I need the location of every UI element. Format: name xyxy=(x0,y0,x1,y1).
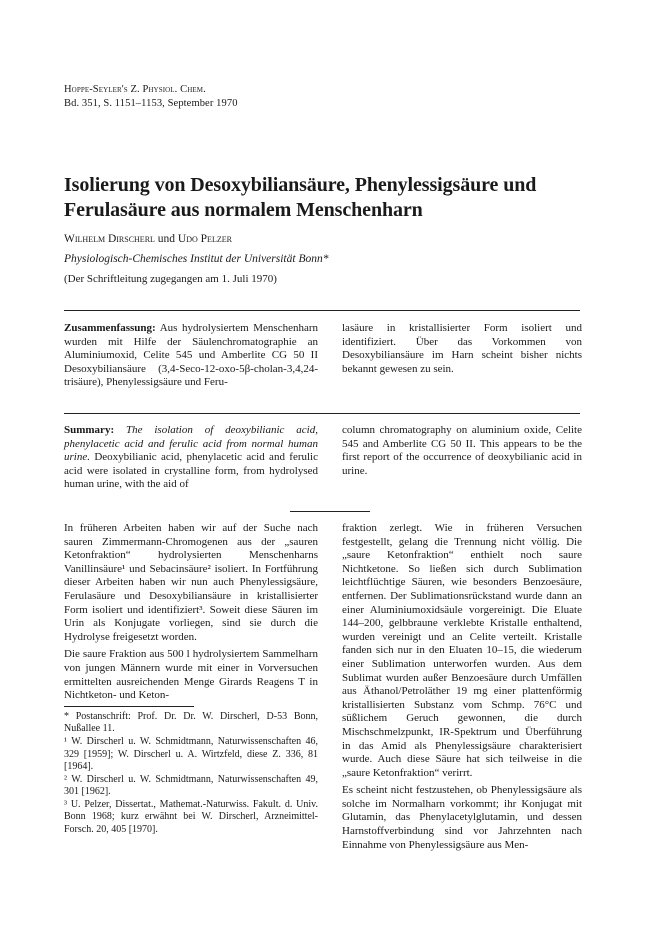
short-divider xyxy=(290,511,370,512)
body-right-paragraph-1: fraktion zerlegt. Wie in früheren Versuchen festgestellt, gelang die Trennung nicht völlig. Die „saure Ketonfraktion“ enthielt noch saure Nichtketone. So ließen sich durch Sublimation leichtflüchtige Säuren, wie besonders Benzoesäure, entfernen. Der Sublimationsrückstand wurde dann an einer Aluminiumoxidsäule vorgereinigt. Die Eluate 144–200, gelbbraune verklebte Kristalle enthaltend, wurden vereinigt und an Celite verteilt. Kristalle fanden sich nur in den Eluaten 10–15, die wiederum einer Sublimation unterworfen wurden. Aus dem Sublimat wurden außer Benzoesäure durch Umfällen aus Äthanol/Petroläther 19 mg einer plattenförmig kristallisierten Substanz vom Schmp. 76°C und süßlichem Geruch gewonnen, die durch Mischschmelzpunkt, IR-Spektrum und Überführung in das Amid als Phenylessigsäure charakterisiert wurde. Auch diese Säure hat sich teilweise in die „saure Ketonfraktion“ verirrt. xyxy=(342,522,582,779)
zusammenfassung-left xyxy=(64,322,318,390)
summary-text-right: column chromatography on aluminium oxide, Celite 545 and Amberlite CG 50 II. This appears to be the first report of the occurrence of deoxybilianic acid in urine. xyxy=(342,424,582,477)
summary-right xyxy=(342,424,582,478)
body-left-paragraph-2: Die saure Fraktion aus 500 l hydrolysiertem Sammelharn von jungen Männern wurde mit einer in Vorversuchen ermittelten ausreichenden Menge Girards Reagens T in Nichtketon- und Keton- xyxy=(64,648,318,702)
top-divider xyxy=(64,310,580,311)
middle-divider xyxy=(64,413,580,414)
body-left-column xyxy=(64,522,318,837)
footnote-1: ¹ W. Dirscherl u. W. Schmidtmann, Naturwissenschaften 46, 329 [1959]; W. Dirscherl u. A. Wirtzfeld, diese Z. 336, 81 [1964]. xyxy=(64,735,318,773)
summary-label: Summary: xyxy=(64,424,115,436)
zusammenfassung-right xyxy=(342,322,582,376)
zusammenfassung-label: Zusammenfassung: xyxy=(64,322,156,334)
institute: Physiologisch-Chemisches Institut der Universität Bonn* xyxy=(64,253,329,265)
author-2: Udo Pelzer xyxy=(177,233,232,245)
summary-text-left: Deoxybilianic acid, phenylacetic acid and ferulic acid were isolated in crystalline form, from hydrolysed human urine, with the aid of xyxy=(64,451,318,491)
paper-title: Isolierung von Desoxybiliansäure, Phenylessigsäure und Ferulasäure aus normalem Menschenharn xyxy=(64,174,537,221)
zusammenfassung-text-left: Aus hydrolysiertem Menschenharn wurden mit Hilfe der Säulenchromatographie an Aluminiumoxid, Celite 545 und Amberlite CG 50 II Desoxybiliansäure (3,4-Seco-12-oxo-5β-cholan-3,4,24-trisäure), Phenylessigsäure und Feru- xyxy=(64,322,318,389)
author-conj: und xyxy=(154,233,178,245)
zusammenfassung-text-right: lasäure in kristallisierter Form isoliert und identifiziert. Über das Vorkommen von Desoxybiliansäure im Harn scheint bisher nichts bekannt gewesen zu sein. xyxy=(342,322,582,375)
body-left-paragraph-1: In früheren Arbeiten haben wir auf der Suche nach sauren Zimmermann-Chromogenen aus der „sauren Ketonfraktion“ hydrolysierten Menschenharns Vanillinsäure¹ und Sebacinsäure² isoliert. In Fortführung dieser Arbeiten haben wir nun auch Phenylessigsäure, Ferulasäure und Desoxybiliansäure in kristallisierter Form isoliert und identifiziert³. Soweit diese Säuren im Urin als Konjugate vorliegen, sind sie durch die Hydrolyse freigesetzt worden. xyxy=(64,522,318,643)
journal-name: Hoppe-Seyler's Z. Physiol. Chem. xyxy=(64,84,206,95)
journal-header xyxy=(64,83,238,111)
footnote-3: ³ U. Pelzer, Dissertat., Mathemat.-Naturwiss. Fakult. d. Univ. Bonn 1968; kurz erwähnt bei W. Dirscherl, Arzneimittel-Forsch. 20, 405 [1970]. xyxy=(64,798,318,836)
authors xyxy=(64,232,232,247)
body-right-paragraph-2: Es scheint nicht festzustehen, ob Phenylessigsäure als solche im Normalharn vorkommt; ihr Konjugat mit Glutamin, das Phenylacetylglutamin, und dessen Harnstoffverbindung sind vor Jahrzehnten nach Einnahme von Phenylessigsäure aus Men- xyxy=(342,784,582,851)
body-right-column xyxy=(342,522,582,852)
journal-volume: Bd. 351, S. 1151–1153, September 1970 xyxy=(64,98,238,109)
summary-title-italic: The isolation of deoxybilianic acid, phenylacetic acid and ferulic acid from normal human urine. xyxy=(64,424,318,464)
footnote-divider xyxy=(64,706,194,707)
footnote-2: ² W. Dirscherl u. W. Schmidtmann, Naturwissenschaften 49, 301 [1962]. xyxy=(64,773,318,798)
footnote-star: * Postanschrift: Prof. Dr. Dr. W. Dirscherl, D-53 Bonn, Nußallee 11. xyxy=(64,710,318,735)
received-date: (Der Schriftleitung zugegangen am 1. Juli 1970) xyxy=(64,273,277,285)
author-1: Wilhelm Dirscherl xyxy=(64,233,155,245)
summary-left xyxy=(64,424,318,492)
